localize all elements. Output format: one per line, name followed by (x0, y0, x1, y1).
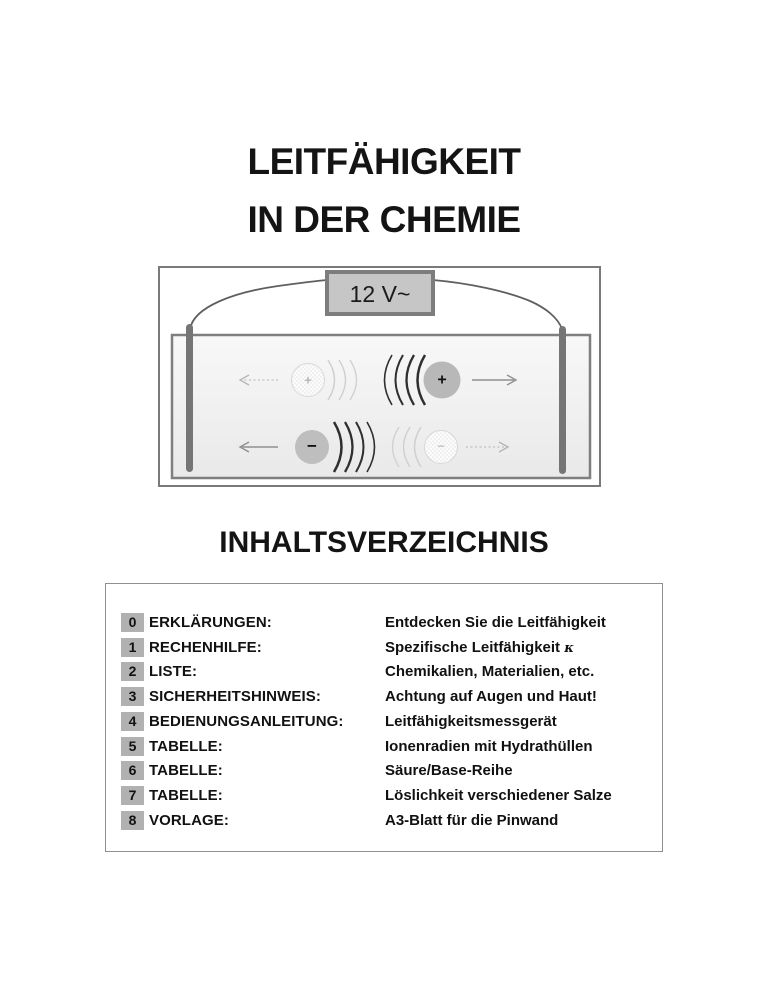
toc-item-description (385, 713, 557, 730)
toc-row (121, 810, 652, 830)
page-title-line-2: IN DER CHEMIE (247, 199, 521, 240)
toc-item-number: 0 (121, 613, 144, 632)
table-of-contents (105, 583, 663, 852)
toc-item-description-text: Entdecken Sie die Leitfähigkeit (385, 613, 606, 631)
power-supply-label: 12 V~ (349, 281, 411, 307)
toc-item-description (385, 738, 593, 755)
toc-item-description-text: Löslichkeit verschiedener Salze (385, 786, 612, 804)
toc-item-label: TABELLE: (149, 737, 223, 755)
toc-row (121, 661, 652, 681)
toc-item-number: 2 (121, 662, 144, 681)
toc-item-description (385, 688, 597, 705)
toc-item-number: 3 (121, 687, 144, 706)
toc-item-symbol: κ (564, 640, 574, 656)
toc-item-description (385, 639, 574, 656)
toc-item-description-text: Säure/Base-Reihe (385, 761, 513, 779)
toc-item-description (385, 614, 606, 631)
toc-item-number: 8 (121, 811, 144, 830)
ghost-anion-charge-label: − (437, 438, 445, 454)
toc-row (121, 637, 652, 657)
toc-item-description-text: Ionenradien mit Hydrathüllen (385, 737, 593, 755)
toc-item-label: TABELLE: (149, 786, 223, 804)
toc-item-label: LISTE: (149, 662, 198, 680)
anion-charge-label: − (307, 436, 317, 456)
toc-item-number: 4 (121, 712, 144, 731)
toc-item-label: BEDIENUNGSANLEITUNG: (149, 712, 344, 730)
toc-item-description-text: A3-Blatt für die Pinwand (385, 811, 559, 829)
toc-item-description-text: Spezifische Leitfähigkeit (385, 638, 565, 656)
toc-item-number: 1 (121, 638, 144, 657)
toc-row (121, 736, 652, 756)
toc-item-label: VORLAGE: (149, 811, 229, 829)
toc-item-label: ERKLÄRUNGEN: (149, 613, 272, 631)
toc-row (121, 760, 652, 780)
toc-row (121, 785, 652, 805)
toc-row (121, 711, 652, 731)
toc-item-number: 5 (121, 737, 144, 756)
toc-item-label: RECHENHILFE: (149, 638, 262, 656)
toc-item-description-text: Achtung auf Augen und Haut! (385, 687, 597, 705)
toc-item-label: SICHERHEITSHINWEIS: (149, 687, 321, 705)
power-supply (327, 272, 433, 314)
toc-item-description-text: Leitfähigkeitsmessgerät (385, 712, 557, 730)
toc-item-label: TABELLE: (149, 761, 223, 779)
electrode-left (186, 324, 193, 472)
toc-row (121, 612, 652, 632)
toc-item-description (385, 663, 594, 680)
toc-item-number: 6 (121, 761, 144, 780)
ghost-cation-charge-label: + (304, 372, 312, 388)
toc-item-description (385, 762, 513, 779)
toc-item-description-text: Chemikalien, Materialien, etc. (385, 662, 595, 680)
toc-heading: INHALTSVERZEICHNIS (219, 526, 549, 559)
conductivity-experiment-figure (158, 266, 601, 487)
electrolyte-tank (172, 335, 590, 478)
page-title-line-1: LEITFÄHIGKEIT (247, 141, 521, 182)
cation-charge-label: + (437, 371, 447, 389)
toc-item-number: 7 (121, 786, 144, 805)
toc-item-description (385, 787, 612, 804)
toc-item-description (385, 812, 558, 829)
electrode-right (559, 326, 566, 474)
toc-row (121, 686, 652, 706)
